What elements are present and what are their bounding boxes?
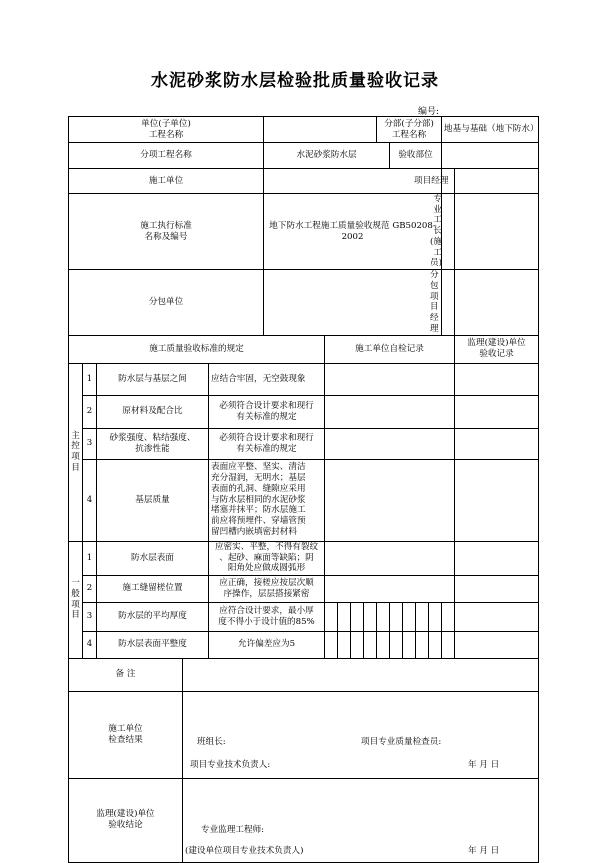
measurement-cell[interactable] — [390, 602, 403, 631]
item-requirement: 应正确，接槎应按层次顺 序操作，层层搭接紧密 — [209, 575, 325, 602]
supervising-engineer-label: 专业监理工程师: — [201, 824, 265, 835]
contractor-label: 施工单位 — [69, 169, 264, 194]
item-requirement: 应密实、平整，不得有裂纹 、起砂、麻面等缺陷；阴 阳角处应做成圆弧形 — [209, 541, 325, 575]
tech-leader-label: 项目专业技术负责人: — [190, 759, 271, 770]
item-name: 基层质量 — [97, 459, 209, 541]
main-item-row — [69, 428, 539, 459]
measurement-cell[interactable] — [325, 602, 338, 631]
supervisor-cell[interactable] — [455, 541, 539, 575]
item-name: 防水层与基层之间 — [97, 363, 209, 395]
foreman-value[interactable] — [455, 194, 539, 270]
self-check-cell[interactable] — [325, 459, 455, 541]
measurement-cell[interactable] — [377, 602, 390, 631]
date-label: 年 月 日 — [468, 845, 500, 856]
general-item-row — [69, 541, 539, 575]
foreman-label: 专业工长 (施工员) — [442, 194, 455, 270]
general-group-label: 一 般 项 目 — [69, 541, 83, 658]
acceptance-part-label: 验收部位 — [390, 143, 442, 169]
sub-item-label: 分项工程名称 — [69, 143, 264, 169]
supervisor-cell[interactable] — [455, 575, 539, 602]
main-item-row — [69, 395, 539, 428]
standard-label: 施工执行标准 名称及编号 — [69, 194, 264, 270]
acceptance-part-value[interactable] — [442, 143, 539, 169]
general-item-row — [69, 575, 539, 602]
project-manager-label: 项目经理 — [442, 169, 455, 194]
measurement-cell[interactable] — [325, 631, 338, 658]
item-requirement: 表面应平整、坚实、清洁 充分湿润，无明水；基层 表面的孔洞、缝隙应采用 与防水层相同的水泥砂浆 堵塞并抹平；防水层施工 前应将预埋件、穿墙管预 留凹槽内嵌填密封材料 — [209, 459, 325, 541]
subcontractor-value[interactable] — [264, 270, 442, 335]
item-name: 防水层的平均厚度 — [97, 602, 209, 631]
sub-department-label: 分部(子分部) 工程名称 — [377, 117, 442, 143]
inspection-form — [68, 116, 539, 863]
item-number: 2 — [83, 395, 97, 428]
item-number: 2 — [83, 575, 97, 602]
item-requirement: 允许偏差应为5 — [209, 631, 325, 658]
measurement-cell[interactable] — [442, 602, 455, 631]
qc-inspector-label: 项目专业质量检查员: — [361, 736, 442, 747]
unit-project-value[interactable] — [264, 117, 377, 143]
self-check-cell[interactable] — [325, 363, 455, 395]
subcontractor-label: 分包单位 — [69, 270, 264, 335]
team-leader-label: 班组长: — [197, 736, 226, 747]
general-item-row — [69, 631, 539, 658]
measurement-cell[interactable] — [429, 602, 442, 631]
supervisor-cell[interactable] — [455, 459, 539, 541]
item-name: 防水层表面平整度 — [97, 631, 209, 658]
item-requirement: 应符合设计要求，最小厚 度不得小于设计值的85% — [209, 602, 325, 631]
project-manager-value[interactable] — [455, 169, 539, 194]
construction-result-area[interactable] — [183, 691, 539, 778]
self-check-cell[interactable] — [325, 575, 455, 602]
supervisor-cell[interactable] — [455, 395, 539, 428]
item-number: 4 — [83, 631, 97, 658]
self-check-column-header: 施工单位自检记录 — [325, 335, 455, 363]
measurement-cell[interactable] — [351, 631, 364, 658]
remarks-label: 备 注 — [69, 658, 183, 691]
general-item-row — [69, 602, 539, 631]
item-requirement: 应结合牢固，无空鼓现象 — [209, 363, 325, 395]
standard-value[interactable]: 地下防水工程施工质量验收规范 GB50208-2002 — [264, 194, 442, 270]
supervision-result-area[interactable] — [183, 778, 539, 862]
measurement-cell[interactable] — [351, 602, 364, 631]
measurement-cell[interactable] — [416, 602, 429, 631]
self-check-cell[interactable] — [325, 541, 455, 575]
item-number: 3 — [83, 428, 97, 459]
measurement-cell[interactable] — [338, 631, 351, 658]
sub-item-value[interactable]: 水泥砂浆防水层 — [264, 143, 390, 169]
measurement-cell[interactable] — [429, 631, 442, 658]
measurement-cell[interactable] — [364, 602, 377, 631]
measurement-cell[interactable] — [416, 631, 429, 658]
spec-column-header: 施工质量验收标准的规定 — [69, 335, 325, 363]
construction-result-label: 施工单位 检查结果 — [69, 691, 183, 778]
measurement-cell[interactable] — [377, 631, 390, 658]
client-leader-label: (建设单位项目专业技术负责人) — [185, 845, 304, 856]
page-title: 水泥砂浆防水层检验批质量验收记录 — [151, 71, 439, 91]
supervisor-cell[interactable] — [455, 602, 539, 631]
serial-number-label: 编号: — [418, 107, 440, 117]
measurement-cell[interactable] — [442, 631, 455, 658]
main-item-row — [69, 363, 539, 395]
sub-department-value[interactable]: 地基与基础（地下防水） — [442, 117, 539, 143]
item-name: 防水层表面 — [97, 541, 209, 575]
supervisor-cell[interactable] — [455, 428, 539, 459]
date-label: 年 月 日 — [468, 759, 500, 770]
supervisor-cell[interactable] — [455, 631, 539, 658]
supervision-result-label: 监理(建设)单位 验收结论 — [69, 778, 183, 862]
item-requirement: 必须符合设计要求和现行 有关标准的规定 — [209, 428, 325, 459]
item-name: 原材料及配合比 — [97, 395, 209, 428]
item-number: 1 — [83, 363, 97, 395]
sub-project-manager-value[interactable] — [455, 270, 539, 335]
item-number: 1 — [83, 541, 97, 575]
main-control-group-label: 主 控 项 目 — [69, 363, 83, 541]
item-name: 施工缝留槎位置 — [97, 575, 209, 602]
measurement-cell[interactable] — [403, 631, 416, 658]
measurement-cell[interactable] — [364, 631, 377, 658]
remarks-value[interactable] — [183, 658, 539, 691]
item-requirement: 必须符合设计要求和现行 有关标准的规定 — [209, 395, 325, 428]
self-check-cell[interactable] — [325, 395, 455, 428]
supervisor-column-header: 监理(建设)单位 验收记录 — [455, 335, 539, 363]
measurement-cell[interactable] — [403, 602, 416, 631]
item-name: 砂浆强度、粘结强度、 抗渗性能 — [97, 428, 209, 459]
item-number: 4 — [83, 459, 97, 541]
measurement-cell[interactable] — [390, 631, 403, 658]
supervisor-cell[interactable] — [455, 363, 539, 395]
item-number: 3 — [83, 602, 97, 631]
self-check-cell[interactable] — [325, 428, 455, 459]
main-item-row — [69, 459, 539, 541]
measurement-cell[interactable] — [338, 602, 351, 631]
unit-project-label: 单位(子单位) 工程名称 — [69, 117, 264, 143]
sub-project-manager-label: 分 包 项目经理 — [442, 270, 455, 335]
